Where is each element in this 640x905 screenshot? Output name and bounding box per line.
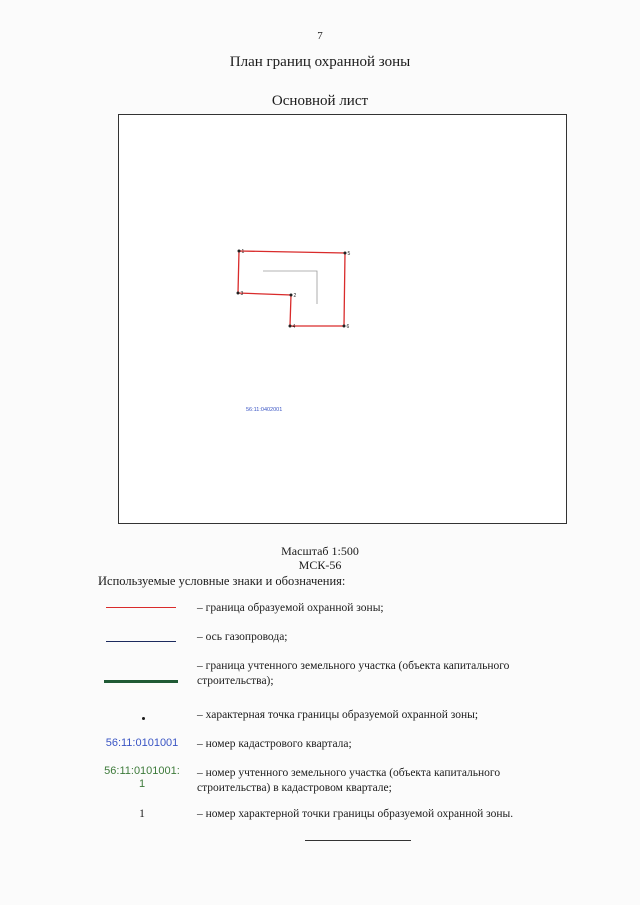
coordinate-system: МСК-56 [298,558,342,572]
sheet-subtitle: Основной лист [271,93,369,109]
point-label-6: 6 [346,324,350,330]
protection-zone-boundary [238,251,345,326]
boundary-point-6 [343,325,346,328]
point-label-2: 2 [293,293,297,299]
gas-pipeline-axis [263,271,317,304]
map-frame [118,114,567,524]
point-label-1: 1 [241,249,245,255]
legend-desc-cadastral-quarter: – номер кадастрового квартала; [197,738,352,750]
legend-symbol-registered-parcel-boundary [104,680,178,683]
footer-rule [305,840,411,841]
legend-desc-point-number: – номер характерной точки границы образуемой охранной зоны. [197,808,514,820]
legend-symbol-point-number: 1 [139,808,145,820]
legend-symbol-boundary-point [142,717,145,720]
parcel-number-line2: 1 [138,778,146,790]
point-label-4: 4 [292,324,296,330]
boundary-point-1 [238,250,241,253]
parcel-number-line1: 56:11:0101001: [104,765,180,777]
boundary-point-2 [290,294,293,297]
legend-symbol-protection-zone-boundary [106,607,176,608]
boundary-point-4 [289,325,292,328]
page-title: План границ охранной зоны [229,54,411,70]
legend-symbol-gas-pipeline-axis [106,641,176,642]
point-label-5: 5 [347,251,351,257]
scale-block [0,544,640,572]
boundary-point-5 [344,252,347,255]
legend-desc-parcel-number: – номер учтенного земельного участка (объекта капитального строительства) в кадастровом квартале; [197,767,501,794]
scale-text: Масштаб 1:500 [281,544,359,558]
cadastral-quarter-label: 56:11:0402001 [246,407,283,413]
legend-desc-registered-parcel-boundary: – граница учтенного земельного участка (объекта капитального строительства); [197,660,510,687]
legend-desc-protection-zone-boundary: – граница образуемой охранной зоны; [197,602,384,614]
point-label-3: 3 [240,291,244,297]
legend-symbol-parcel-number [86,765,198,791]
boundary-plan-map [119,115,568,525]
legend-desc-boundary-point: – характерная точка границы образуемой охранной зоны; [197,709,479,721]
legend-symbol-cadastral-quarter: 56:11:0101001 [105,737,179,749]
legend-heading: Используемые условные знаки и обозначения: [98,574,346,588]
boundary-point-3 [237,292,240,295]
page-number: 7 [317,30,323,42]
legend-desc-gas-pipeline-axis: – ось газопровода; [197,631,288,643]
